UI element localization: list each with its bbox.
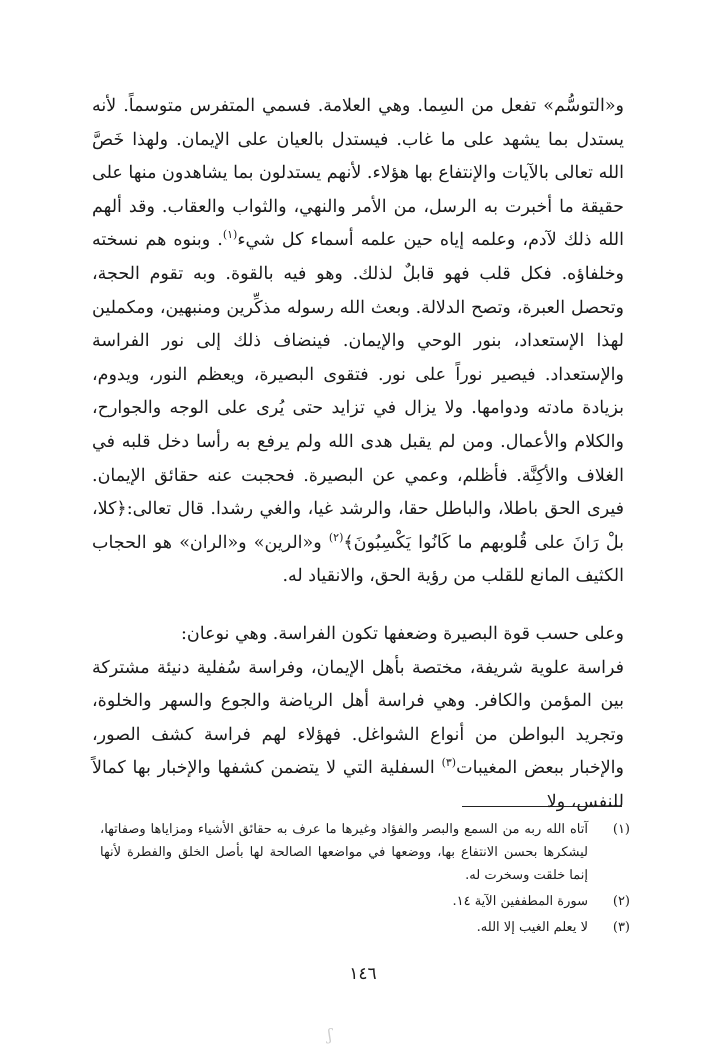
footnote-number: (١) [612,822,630,837]
paragraph-3 [92,652,624,820]
paragraph-1-part-2: . وبنوه هم نسخته وخلفاؤه. فكل قلب فهو قابلٌ لذلك. وهو فيه بالقوة. وبه تقوم الحجة، وتحصل العبرة، وتصح الدلالة. وبعث الله رسوله مذكِّرين ومنبهين، ومكملين لهذا الإستعداد، بنور الوحي والإيمان. فينضاف ذلك إلى نور الفراسة والإستعداد. فيصير نوراً على نور. فتقوى البصيرة، ويعظم النور، ويدوم، بزيادة مادته ودوامها. ولا يزال في تزايد حتى يُرى على الوجه والجوارح، والكلام والأعمال. ومن لم يقبل هدى الله ولم يرفع به رأسا دخل قلبه في الغلاف والأكِنَّة. فأظلم، وعمي عن البصيرة. فحجبت عنه حقائق الإيمان. فيرى الحق باطلا، والباطل حقا، والرشد غيا، والغي رشدا. قال تعالى: [92,230,624,520]
paragraph-1 [92,90,624,594]
quran-verse: ﴿كلا، بلْ رَانَ على قُلوبهم ما كَانُوا يَكْسِبُونَ﴾ [92,499,624,553]
paragraph-2: وعلى حسب قوة البصيرة وضعفها تكون الفراسة. وهي نوعان: [180,623,624,644]
footnote-divider [462,806,622,807]
scan-mark: ʃ [327,1025,332,1044]
footnote-ref-1: (١) [222,228,238,242]
footnote-ref-2: (٢) [328,530,344,544]
footnotes [100,818,630,942]
footnote-ref-3: (٣) [441,756,457,770]
footnote-text: لا يعلم الغيب إلا الله. [476,920,588,935]
footnote-number: (٣) [612,920,630,935]
page-number: ١٤٦ [349,964,377,984]
paragraph-1-part-1: و«التوسُّم» تفعل من السِما. وهي العلامة. فسمي المتفرس متوسماً. لأنه يستدل بما يشهد على ما غاب. فيستدل بالعيان على الإيمان. ولهذا خَصَّ الله تعالى بالآيات والإنتفاع بها هؤلاء. لأنهم يستدلون بما يشاهدون منها على حقيقة ما أخبرت به الرسل، من الأمر والنهي، والثواب والعقاب. وقد ألهم الله ذلك لآدم، وعلمه إياه حين علمه أسماء كل شيء [92,96,624,251]
paragraph-3-part-2: السفلية التي لا يتضمن كشفها والإخبار بها كمالاً للنفس، ولا [92,758,624,812]
footnote-2 [100,890,630,913]
footnote-number: (٢) [612,894,630,909]
footnote-text: آتاه الله ربه من السمع والبصر والفؤاد وغيرها ما عرف به حقائق الأشياء ومزاياها وصفاتها، ليشكرها بحسن الانتفاع بها، ووضعها في مواضعها الصالحة لها بأصل الخلق والفطرة لأنها إنما خلقت وسخرت له. [100,822,588,883]
paragraph-1-part-3: و«الرين» و«الران» هو الحجاب الكثيف المانع للقلب من رؤية الحق، والانقياد له. [92,532,624,587]
paragraph-gap [92,594,624,618]
main-text [92,90,624,819]
footnote-3 [100,916,630,939]
footnote-text: سورة المطففين الآية ١٤. [452,894,588,909]
footnote-1 [100,818,630,887]
paragraph-3-part-1: فراسة علوية شريفة، مختصة بأهل الإيمان، وفراسة سُفلية دنيئة مشتركة بين المؤمن والكافر. وهي فراسة أهل الرياضة والجوع والسهر والخلوة، وتجريد البواطن من أنواع الشواغل. فهؤلاء لهم فراسة كشف الصور، والإخبار ببعض المغيبات [92,657,624,779]
